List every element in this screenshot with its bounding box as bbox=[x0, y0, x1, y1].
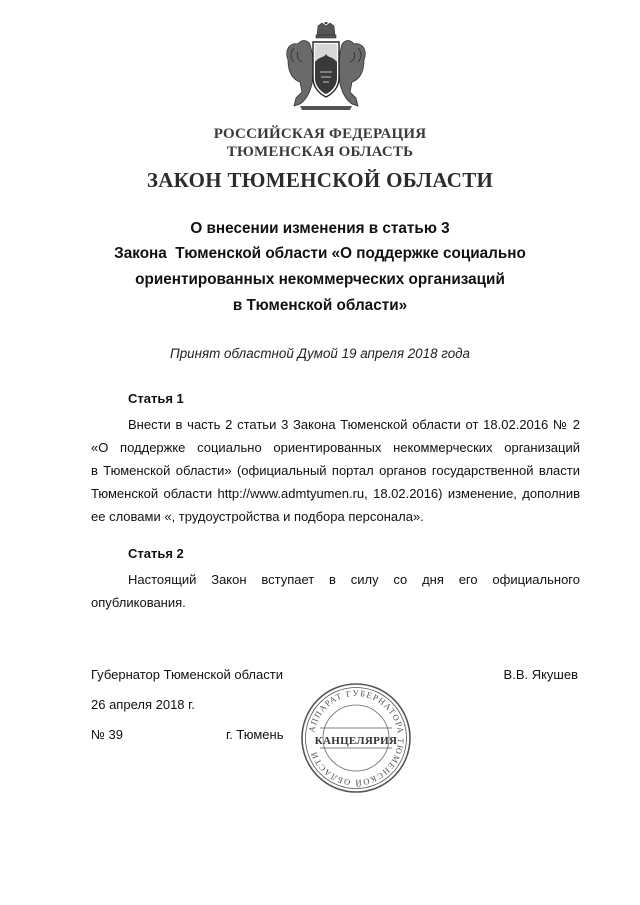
article-1-line: «О поддержке социально ориентированных некоммерческих организаций bbox=[91, 440, 580, 455]
article-2-text bbox=[91, 568, 580, 614]
title-line-3: ориентированных некоммерческих организаций bbox=[135, 271, 505, 288]
federation-heading: РОССИЙСКАЯ ФЕДЕРАЦИЯ bbox=[213, 126, 427, 142]
title-line-4: в Тюменской области» bbox=[232, 297, 408, 314]
region-heading: ТЮМЕНСКАЯ ОБЛАСТЬ bbox=[226, 144, 414, 160]
adoption-note: Принят областной Думой 19 апреля 2018 года bbox=[170, 346, 470, 361]
article-1-line: Внести в часть 2 статьи 3 Закона Тюменской области от 18.02.2016 № 2 bbox=[128, 417, 580, 432]
stamp-ring-text: АППАРАТ ГУБЕРНАТОРА ТЮМЕНСКОЙ ОБЛАСТИ bbox=[306, 687, 407, 789]
article-1-heading: Статья 1 bbox=[128, 391, 184, 406]
article-1-line: Тюменской области http://www.admtyumen.ru, 18.02.2016) изменение, дополнив bbox=[91, 486, 580, 501]
signatory-name: В.В. Якушев bbox=[503, 667, 578, 682]
article-2-line: Настоящий Закон вступает в силу со дня его официального bbox=[128, 572, 580, 587]
article-1-line: в Тюменской области» (официальный портал органов государственной власти bbox=[91, 463, 580, 478]
signing-city: г. Тюмень bbox=[226, 727, 284, 742]
title-line-1: О внесении изменения в статью 3 bbox=[190, 220, 450, 237]
stamp-center-text: КАНЦЕЛЯРИЯ bbox=[314, 735, 398, 747]
article-1-text bbox=[91, 413, 580, 528]
title-line-2: Закона Тюменской области «О поддержке социально bbox=[114, 245, 526, 262]
law-number: № 39 bbox=[91, 727, 124, 742]
article-1-line: ее словами «, трудоустройства и подбора персонала». bbox=[91, 509, 424, 524]
signing-date: 26 апреля 2018 г. bbox=[91, 697, 195, 712]
article-2-line: опубликования. bbox=[91, 595, 186, 610]
document-type-heading: ЗАКОН ТЮМЕНСКОЙ ОБЛАСТИ bbox=[146, 168, 494, 192]
article-2-heading: Статья 2 bbox=[128, 546, 184, 561]
coat-of-arms-icon bbox=[280, 22, 372, 114]
signatory-position: Губернатор Тюменской области bbox=[91, 667, 283, 682]
